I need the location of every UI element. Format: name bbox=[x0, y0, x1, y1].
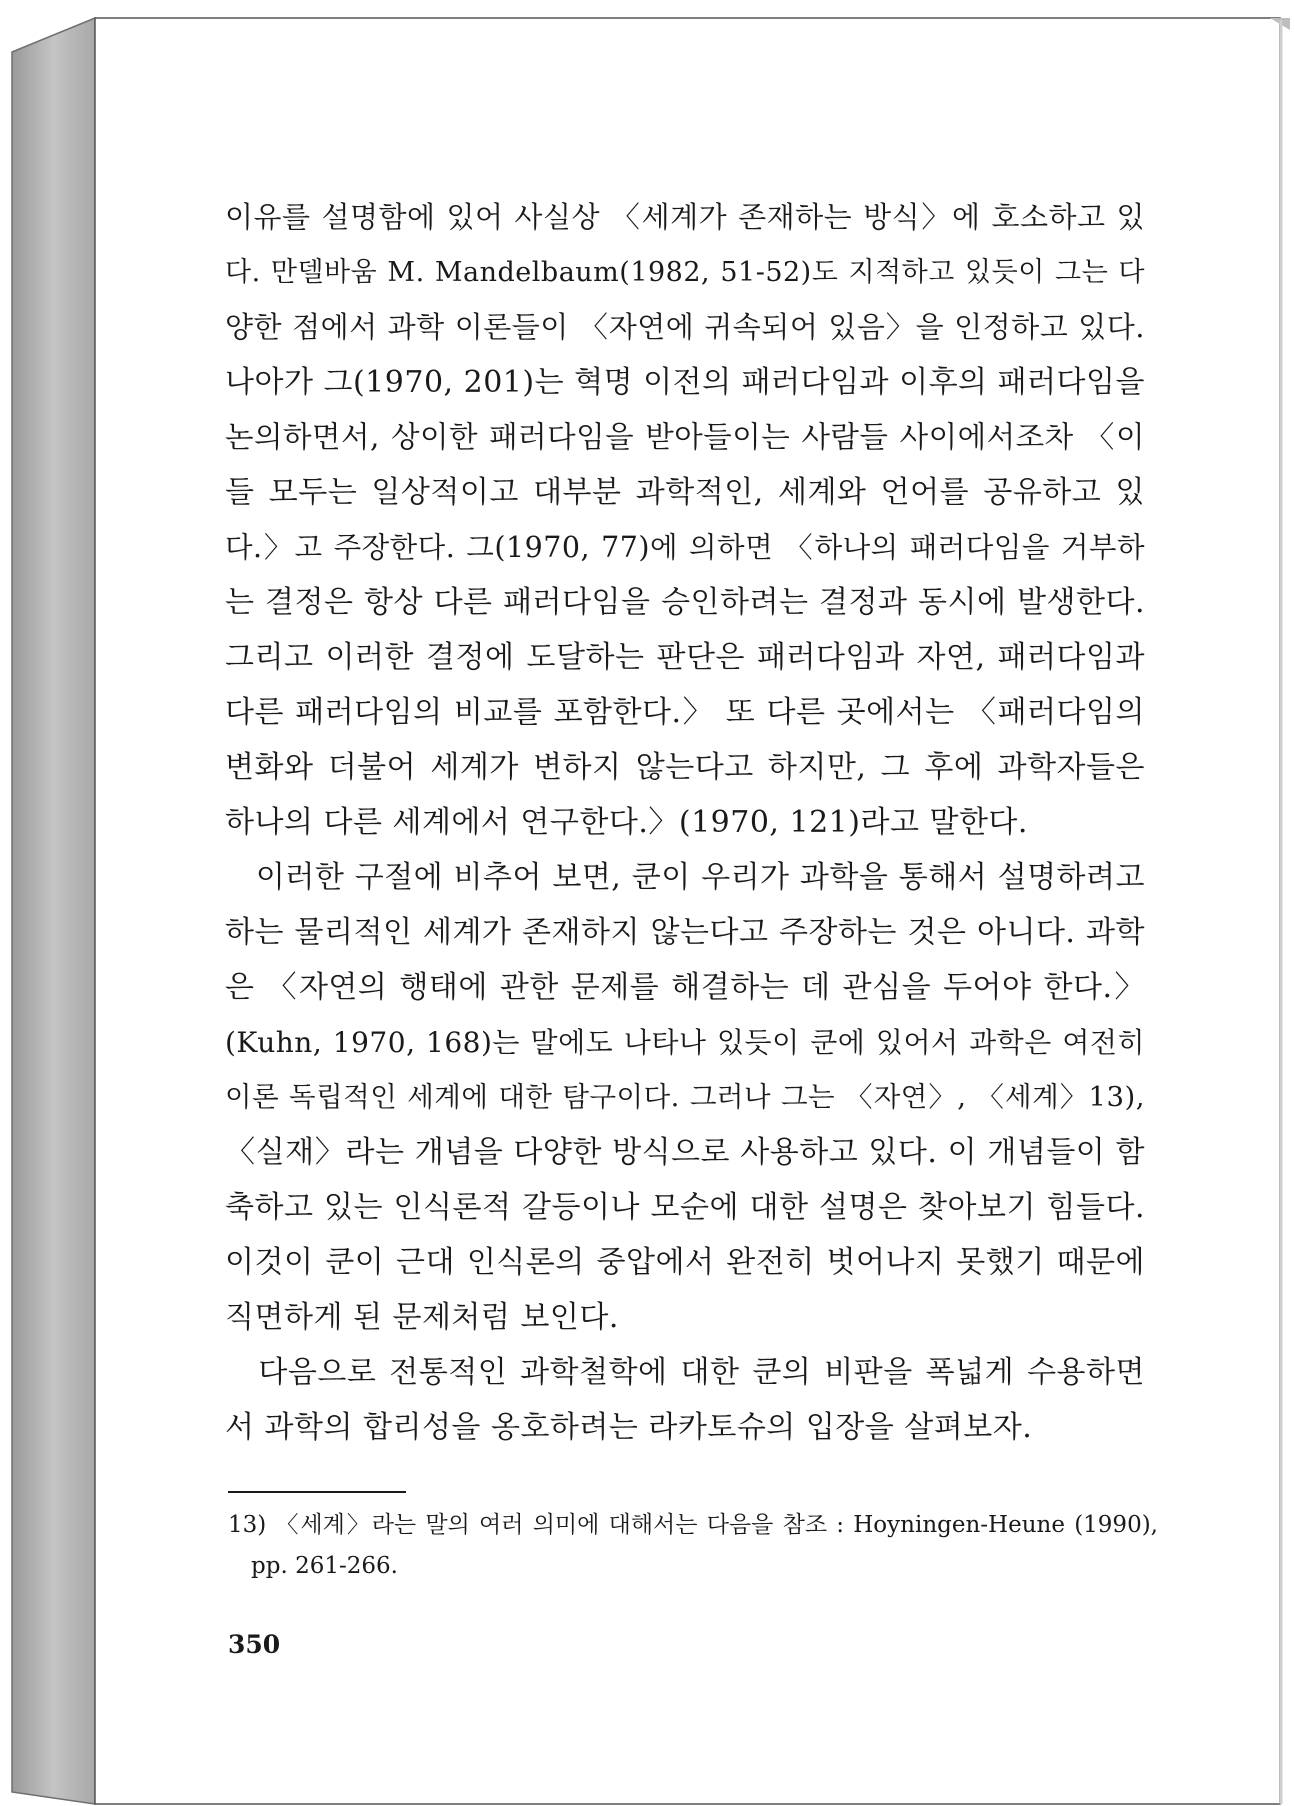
text-line: 다음으로 전통적인 과학철학에 대한 쿤의 비판을 폭넓게 수용하면 bbox=[225, 1355, 1145, 1390]
text-line: 이유를 설명함에 있어 사실상 〈세계가 존재하는 방식〉에 호소하고 있 bbox=[225, 200, 1145, 234]
footnote-line: 13) 〈세계〉라는 말의 여러 의미에 대해서는 다음을 참조 : Hoyningen-Heune (1990), bbox=[228, 1512, 1158, 1538]
paragraph-2 bbox=[225, 850, 1145, 1345]
text-line: 하나의 다른 세계에서 연구한다.〉(1970, 121)라고 말한다. bbox=[225, 805, 1028, 840]
text-line: 서 과학의 합리성을 옹호하려는 라카토슈의 입장을 살펴보자. bbox=[225, 1410, 1033, 1445]
text-line: 들 모두는 일상적이고 대부분 과학적인, 세계와 언어를 공유하고 있 bbox=[225, 475, 1145, 510]
text-line: 는 결정은 항상 다른 패러다임을 승인하려는 결정과 동시에 발생한다. bbox=[225, 585, 1145, 620]
text-line: 그리고 이러한 결정에 도달하는 판단은 패러다임과 자연, 패러다임과 bbox=[225, 640, 1145, 675]
paragraph-3 bbox=[225, 1345, 1145, 1455]
paragraph-1 bbox=[225, 190, 1145, 850]
text-line: (Kuhn, 1970, 168)는 말에도 나타나 있듯이 쿤에 있어서 과학은 여전히 bbox=[225, 1026, 1145, 1059]
text-line: 나아가 그(1970, 201)는 혁명 이전의 패러다임과 이후의 패러다임을 bbox=[225, 365, 1145, 400]
text-line: 다.〉고 주장한다. 그(1970, 77)에 의하면 〈하나의 패러다임을 거부하 bbox=[225, 531, 1145, 564]
text-line: 이것이 쿤이 근대 인식론의 중압에서 완전히 벗어나지 못했기 때문에 bbox=[225, 1245, 1145, 1280]
text-line: 이러한 구절에 비추어 보면, 쿤이 우리가 과학을 통해서 설명하려고 bbox=[225, 860, 1145, 895]
footnote bbox=[228, 1505, 1158, 1587]
text-line: 다. 만델바움 M. Mandelbaum(1982, 51-52)도 지적하고 있듯이 그는 다 bbox=[225, 257, 1145, 288]
text-line: 하는 물리적인 세계가 존재하지 않는다고 주장하는 것은 아니다. 과학 bbox=[225, 915, 1145, 950]
text-line: 다른 패러다임의 비교를 포함한다.〉 또 다른 곳에서는 〈패러다임의 bbox=[225, 695, 1145, 730]
footnote-divider bbox=[228, 1491, 406, 1493]
book-left-edge bbox=[12, 18, 95, 1804]
text-line: 직면하게 된 문제처럼 보인다. bbox=[225, 1300, 619, 1335]
page-number: 350 bbox=[228, 1630, 281, 1659]
text-line: 논의하면서, 상이한 패러다임을 받아들이는 사람들 사이에서조차 〈이 bbox=[225, 420, 1145, 454]
text-line: 양한 점에서 과학 이론들이 〈자연에 귀속되어 있음〉을 인정하고 있다. bbox=[225, 310, 1145, 344]
text-line: 이론 독립적인 세계에 대한 탐구이다. 그러나 그는 〈자연〉, 〈세계〉13), bbox=[225, 1081, 1145, 1113]
footnote-line: pp. 261-266. bbox=[228, 1553, 398, 1579]
body-text bbox=[225, 190, 1145, 1455]
text-line: 축하고 있는 인식론적 갈등이나 모순에 대한 설명은 찾아보기 힘들다. bbox=[225, 1190, 1145, 1225]
text-line: 변화와 더불어 세계가 변하지 않는다고 하지만, 그 후에 과학자들은 bbox=[225, 750, 1145, 785]
text-line: 은 〈자연의 행태에 관한 문제를 해결하는 데 관심을 두어야 한다.〉 bbox=[225, 970, 1145, 1005]
text-line: 〈실재〉라는 개념을 다양한 방식으로 사용하고 있다. 이 개념들이 함 bbox=[225, 1135, 1145, 1170]
